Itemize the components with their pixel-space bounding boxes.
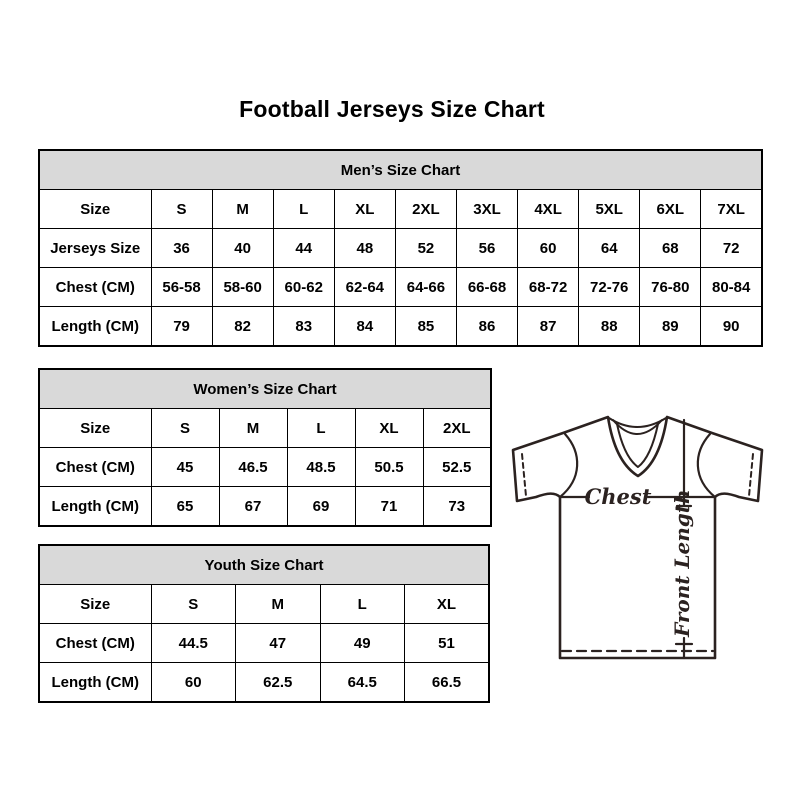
value-cell: 66.5 bbox=[405, 663, 490, 703]
jersey-measurement-diagram bbox=[505, 405, 775, 665]
value-cell: 60-62 bbox=[273, 268, 334, 307]
cuff-dash-right-icon bbox=[749, 454, 753, 496]
value-cell: S bbox=[151, 409, 219, 448]
value-cell: 36 bbox=[151, 229, 212, 268]
row-label-cell: Chest (CM) bbox=[39, 624, 151, 663]
value-cell: 72-76 bbox=[579, 268, 640, 307]
value-cell: L bbox=[287, 409, 355, 448]
value-cell: 52 bbox=[395, 229, 456, 268]
value-cell: XL bbox=[355, 409, 423, 448]
row-label-cell: Jerseys Size bbox=[39, 229, 151, 268]
value-cell: 56 bbox=[456, 229, 517, 268]
value-cell: 80-84 bbox=[701, 268, 762, 307]
value-cell: 58-60 bbox=[212, 268, 273, 307]
armhole-seam-left-icon bbox=[560, 434, 577, 497]
row-label-cell: Size bbox=[39, 585, 151, 624]
value-cell: L bbox=[273, 190, 334, 229]
value-cell: 62.5 bbox=[236, 663, 321, 703]
row-label-cell: Length (CM) bbox=[39, 487, 151, 527]
value-cell: S bbox=[151, 190, 212, 229]
mens-table-title: Men’s Size Chart bbox=[39, 150, 762, 190]
table-row bbox=[39, 409, 491, 448]
value-cell: 68 bbox=[640, 229, 701, 268]
value-cell: 44.5 bbox=[151, 624, 236, 663]
row-label-cell: Size bbox=[39, 409, 151, 448]
value-cell: 87 bbox=[518, 307, 579, 347]
value-cell: 44 bbox=[273, 229, 334, 268]
value-cell: 68-72 bbox=[518, 268, 579, 307]
value-cell: 4XL bbox=[518, 190, 579, 229]
value-cell: M bbox=[219, 409, 287, 448]
value-cell: 56-58 bbox=[151, 268, 212, 307]
table-header-row bbox=[39, 545, 489, 585]
table-row bbox=[39, 663, 489, 703]
value-cell: 6XL bbox=[640, 190, 701, 229]
value-cell: 60 bbox=[518, 229, 579, 268]
value-cell: 84 bbox=[334, 307, 395, 347]
table-row bbox=[39, 307, 762, 347]
value-cell: 64.5 bbox=[320, 663, 405, 703]
value-cell: 3XL bbox=[456, 190, 517, 229]
value-cell: 52.5 bbox=[423, 448, 491, 487]
womens-table-title: Women’s Size Chart bbox=[39, 369, 491, 409]
value-cell: 64 bbox=[579, 229, 640, 268]
value-cell: 65 bbox=[151, 487, 219, 527]
value-cell: 46.5 bbox=[219, 448, 287, 487]
value-cell: S bbox=[151, 585, 236, 624]
value-cell: 51 bbox=[405, 624, 490, 663]
value-cell: 2XL bbox=[395, 190, 456, 229]
value-cell: 50.5 bbox=[355, 448, 423, 487]
value-cell: 5XL bbox=[579, 190, 640, 229]
value-cell: 49 bbox=[320, 624, 405, 663]
table-row bbox=[39, 190, 762, 229]
value-cell: 67 bbox=[219, 487, 287, 527]
table-row bbox=[39, 448, 491, 487]
chest-label: Chest bbox=[584, 484, 652, 509]
table-row bbox=[39, 624, 489, 663]
row-label-cell: Chest (CM) bbox=[39, 268, 151, 307]
value-cell: 83 bbox=[273, 307, 334, 347]
table-row bbox=[39, 585, 489, 624]
value-cell: 64-66 bbox=[395, 268, 456, 307]
value-cell: 60 bbox=[151, 663, 236, 703]
value-cell: 47 bbox=[236, 624, 321, 663]
value-cell: M bbox=[236, 585, 321, 624]
value-cell: 79 bbox=[151, 307, 212, 347]
value-cell: 73 bbox=[423, 487, 491, 527]
armhole-seam-right-icon bbox=[698, 434, 715, 497]
value-cell: XL bbox=[334, 190, 395, 229]
table-row bbox=[39, 229, 762, 268]
youth-table-title: Youth Size Chart bbox=[39, 545, 489, 585]
value-cell: 48.5 bbox=[287, 448, 355, 487]
value-cell: 88 bbox=[579, 307, 640, 347]
mens-size-table bbox=[38, 149, 763, 347]
table-header-row bbox=[39, 150, 762, 190]
front-length-label: Front Length bbox=[670, 489, 694, 637]
value-cell: 69 bbox=[287, 487, 355, 527]
value-cell: 2XL bbox=[423, 409, 491, 448]
row-label-cell: Length (CM) bbox=[39, 307, 151, 347]
value-cell: L bbox=[320, 585, 405, 624]
cuff-dash-left-icon bbox=[522, 454, 526, 496]
value-cell: 82 bbox=[212, 307, 273, 347]
value-cell: 76-80 bbox=[640, 268, 701, 307]
row-label-cell: Length (CM) bbox=[39, 663, 151, 703]
page-title: Football Jerseys Size Chart bbox=[239, 96, 545, 122]
youth-size-table bbox=[38, 544, 490, 703]
value-cell: 72 bbox=[701, 229, 762, 268]
value-cell: 89 bbox=[640, 307, 701, 347]
value-cell: 90 bbox=[701, 307, 762, 347]
value-cell: 45 bbox=[151, 448, 219, 487]
value-cell: 48 bbox=[334, 229, 395, 268]
value-cell: 66-68 bbox=[456, 268, 517, 307]
row-label-cell: Size bbox=[39, 190, 151, 229]
table-row bbox=[39, 487, 491, 527]
value-cell: 86 bbox=[456, 307, 517, 347]
jersey-outline-icon bbox=[513, 417, 762, 658]
table-row bbox=[39, 268, 762, 307]
table-header-row bbox=[39, 369, 491, 409]
value-cell: 85 bbox=[395, 307, 456, 347]
value-cell: XL bbox=[405, 585, 490, 624]
value-cell: 40 bbox=[212, 229, 273, 268]
value-cell: 62-64 bbox=[334, 268, 395, 307]
womens-size-table bbox=[38, 368, 492, 527]
value-cell: 71 bbox=[355, 487, 423, 527]
row-label-cell: Chest (CM) bbox=[39, 448, 151, 487]
value-cell: 7XL bbox=[701, 190, 762, 229]
value-cell: M bbox=[212, 190, 273, 229]
